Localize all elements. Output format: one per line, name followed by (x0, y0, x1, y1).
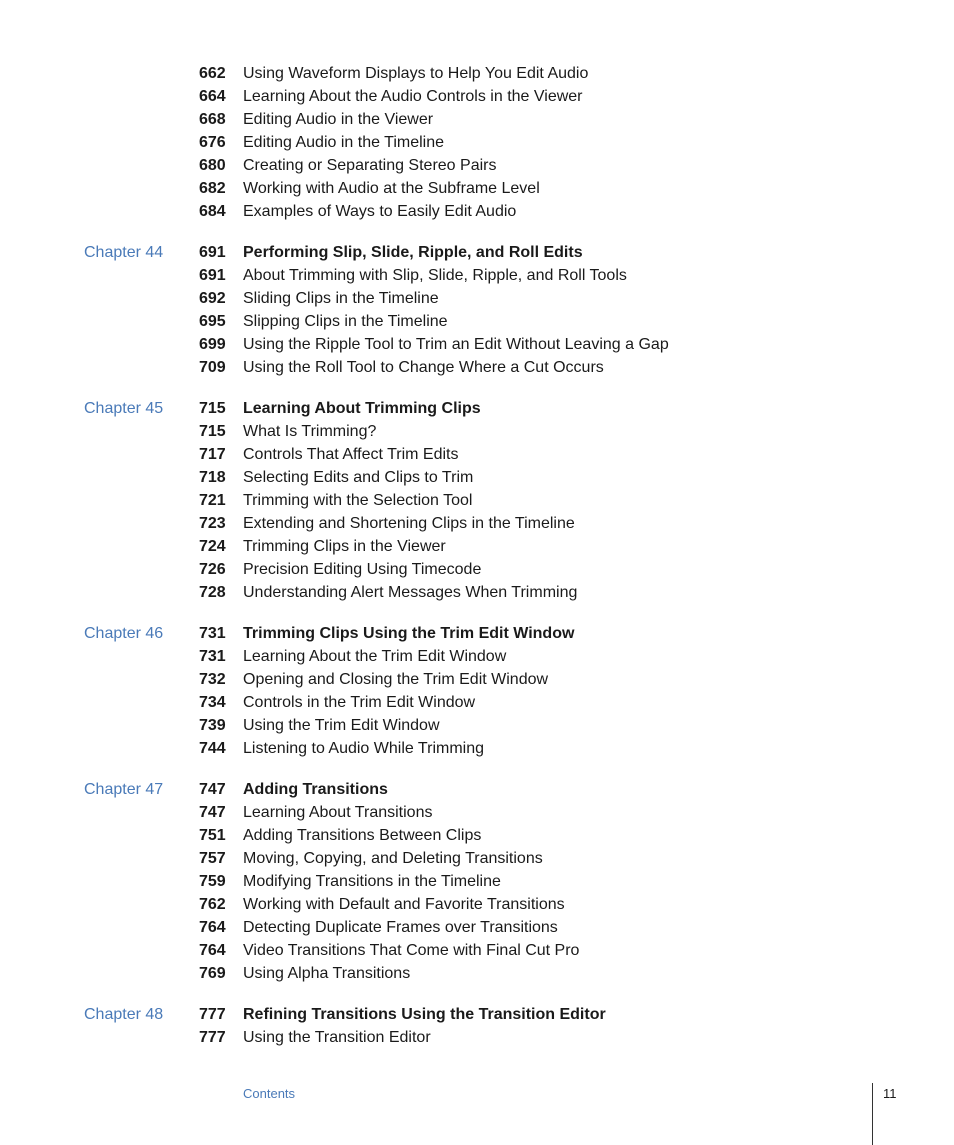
page-number: 731 (199, 648, 226, 665)
section-title: Creating or Separating Stereo Pairs (243, 157, 497, 174)
page-number: 777 (199, 1029, 226, 1046)
section-title: Opening and Closing the Trim Edit Window (243, 671, 549, 688)
page-number: 668 (199, 111, 226, 128)
toc-entry-row[interactable] (0, 1026, 954, 1049)
chapter-group (0, 778, 954, 985)
chapter-heading-row[interactable] (0, 778, 954, 801)
section-title: Extending and Shortening Clips in the Timeline (243, 515, 575, 532)
toc-entry-row[interactable] (0, 177, 954, 200)
chapter-group (0, 622, 954, 760)
toc-entry-row[interactable] (0, 668, 954, 691)
chapter-heading-row[interactable] (0, 622, 954, 645)
page-number: 759 (199, 873, 226, 890)
page-number: 684 (199, 203, 226, 220)
section-title: Controls That Affect Trim Edits (243, 446, 459, 463)
section-title: About Trimming with Slip, Slide, Ripple, and Roll Tools (243, 267, 627, 284)
page-number: 728 (199, 584, 226, 601)
page-number: 723 (199, 515, 226, 532)
page-number: 747 (199, 781, 226, 798)
toc-entry-row[interactable] (0, 645, 954, 668)
page-number: 724 (199, 538, 226, 555)
page-number: 734 (199, 694, 226, 711)
page-number: 764 (199, 919, 226, 936)
section-title: Using Waveform Displays to Help You Edit Audio (243, 65, 589, 82)
chapter-heading-row[interactable] (0, 397, 954, 420)
toc-entry-row[interactable] (0, 466, 954, 489)
page-number: 682 (199, 180, 226, 197)
section-title: Examples of Ways to Easily Edit Audio (243, 203, 517, 220)
chapter-label: Chapter 46 (84, 625, 164, 642)
section-title: Using the Trim Edit Window (243, 717, 440, 734)
page-number: 709 (199, 359, 226, 376)
section-title: Learning About Transitions (243, 804, 433, 821)
chapter-title: Adding Transitions (243, 781, 388, 798)
page-number: 699 (199, 336, 226, 353)
page-number: 744 (199, 740, 226, 757)
chapter-heading-row[interactable] (0, 1003, 954, 1026)
page-number: 691 (199, 267, 226, 284)
toc-entry-row[interactable] (0, 108, 954, 131)
chapter-label: Chapter 48 (84, 1006, 164, 1023)
section-title: Trimming Clips in the Viewer (243, 538, 446, 555)
section-title: Sliding Clips in the Timeline (243, 290, 439, 307)
toc-entry-row[interactable] (0, 962, 954, 985)
toc-entry-row[interactable] (0, 356, 954, 379)
section-title: Using the Roll Tool to Change Where a Cut Occurs (243, 359, 604, 376)
page-number: 680 (199, 157, 226, 174)
chapter-title: Trimming Clips Using the Trim Edit Window (243, 625, 575, 642)
toc-entry-row[interactable] (0, 916, 954, 939)
section-title: Slipping Clips in the Timeline (243, 313, 448, 330)
section-title: Controls in the Trim Edit Window (243, 694, 476, 711)
page-number: 695 (199, 313, 226, 330)
chapter-group (0, 397, 954, 604)
toc-entry-row[interactable] (0, 893, 954, 916)
page-number: 726 (199, 561, 226, 578)
section-title: Editing Audio in the Timeline (243, 134, 445, 151)
chapter-label: Chapter 47 (84, 781, 164, 798)
page-number: 715 (199, 423, 226, 440)
page-number: 777 (199, 1006, 226, 1023)
toc-entry-row[interactable] (0, 310, 954, 333)
toc-entry-row[interactable] (0, 691, 954, 714)
toc-entry-row[interactable] (0, 714, 954, 737)
page-number: 769 (199, 965, 226, 982)
toc-entry-row[interactable] (0, 420, 954, 443)
toc-entry-row[interactable] (0, 512, 954, 535)
section-title: Adding Transitions Between Clips (243, 827, 482, 844)
section-title: Using the Ripple Tool to Trim an Edit Without Leaving a Gap (243, 336, 669, 353)
section-title: Understanding Alert Messages When Trimming (243, 584, 578, 601)
section-title: Detecting Duplicate Frames over Transitions (243, 919, 558, 936)
toc-entry-row[interactable] (0, 489, 954, 512)
page-number: 664 (199, 88, 226, 105)
page-number: 715 (199, 400, 226, 417)
page-number: 751 (199, 827, 226, 844)
page-number: 757 (199, 850, 226, 867)
page-number: 747 (199, 804, 226, 821)
toc-entry-row[interactable] (0, 85, 954, 108)
section-title: Trimming with the Selection Tool (243, 492, 473, 509)
section-title: Editing Audio in the Viewer (243, 111, 434, 128)
toc-entry-row[interactable] (0, 154, 954, 177)
page-number: 731 (199, 625, 226, 642)
toc-entry-row[interactable] (0, 287, 954, 310)
footer-divider (872, 1083, 873, 1145)
footer-page-number: 11 (883, 1086, 897, 1101)
section-title: Precision Editing Using Timecode (243, 561, 482, 578)
chapter-title: Performing Slip, Slide, Ripple, and Roll Edits (243, 244, 583, 261)
toc-entry-row[interactable] (0, 939, 954, 962)
page-number: 717 (199, 446, 226, 463)
toc-entry-row[interactable] (0, 824, 954, 847)
toc-entry-row[interactable] (0, 870, 954, 893)
section-title: Video Transitions That Come with Final Cut Pro (243, 942, 580, 959)
section-title: Selecting Edits and Clips to Trim (243, 469, 474, 486)
page-number: 662 (199, 65, 226, 82)
section-title: Working with Audio at the Subframe Level (243, 180, 540, 197)
section-title: Using the Transition Editor (243, 1029, 431, 1046)
section-title: Learning About the Trim Edit Window (243, 648, 507, 665)
toc-entry-row[interactable] (0, 581, 954, 604)
toc-entry-row[interactable] (0, 200, 954, 223)
toc-entry-row[interactable] (0, 737, 954, 760)
toc-entry-row[interactable] (0, 535, 954, 558)
toc-entry-row[interactable] (0, 847, 954, 870)
page-number: 739 (199, 717, 226, 734)
page-number: 732 (199, 671, 226, 688)
toc-entry-row[interactable] (0, 801, 954, 824)
chapter-title: Refining Transitions Using the Transition Editor (243, 1006, 606, 1023)
page-number: 764 (199, 942, 226, 959)
page-number: 721 (199, 492, 226, 509)
section-title: Learning About the Audio Controls in the Viewer (243, 88, 583, 105)
page-number: 718 (199, 469, 226, 486)
footer-section-label: Contents (243, 1086, 296, 1101)
chapter-label: Chapter 45 (84, 400, 164, 417)
table-of-contents (0, 62, 954, 1049)
toc-entry-row[interactable] (0, 264, 954, 287)
toc-entry-row[interactable] (0, 558, 954, 581)
section-title: Moving, Copying, and Deleting Transitions (243, 850, 543, 867)
toc-entry-row[interactable] (0, 62, 954, 85)
chapter-group (0, 1003, 954, 1049)
toc-entry-row[interactable] (0, 333, 954, 356)
page-number: 692 (199, 290, 226, 307)
section-title: What Is Trimming? (243, 423, 377, 440)
section-title: Using Alpha Transitions (243, 965, 411, 982)
page-number: 676 (199, 134, 226, 151)
page-number: 762 (199, 896, 226, 913)
toc-entry-row[interactable] (0, 443, 954, 466)
chapter-title: Learning About Trimming Clips (243, 400, 481, 417)
chapter-label: Chapter 44 (84, 244, 164, 261)
section-title: Modifying Transitions in the Timeline (243, 873, 501, 890)
toc-entry-row[interactable] (0, 131, 954, 154)
section-title: Working with Default and Favorite Transitions (243, 896, 565, 913)
chapter-heading-row[interactable] (0, 241, 954, 264)
page-number: 691 (199, 244, 226, 261)
continued-group (0, 62, 954, 223)
section-title: Listening to Audio While Trimming (243, 740, 484, 757)
chapter-group (0, 241, 954, 379)
